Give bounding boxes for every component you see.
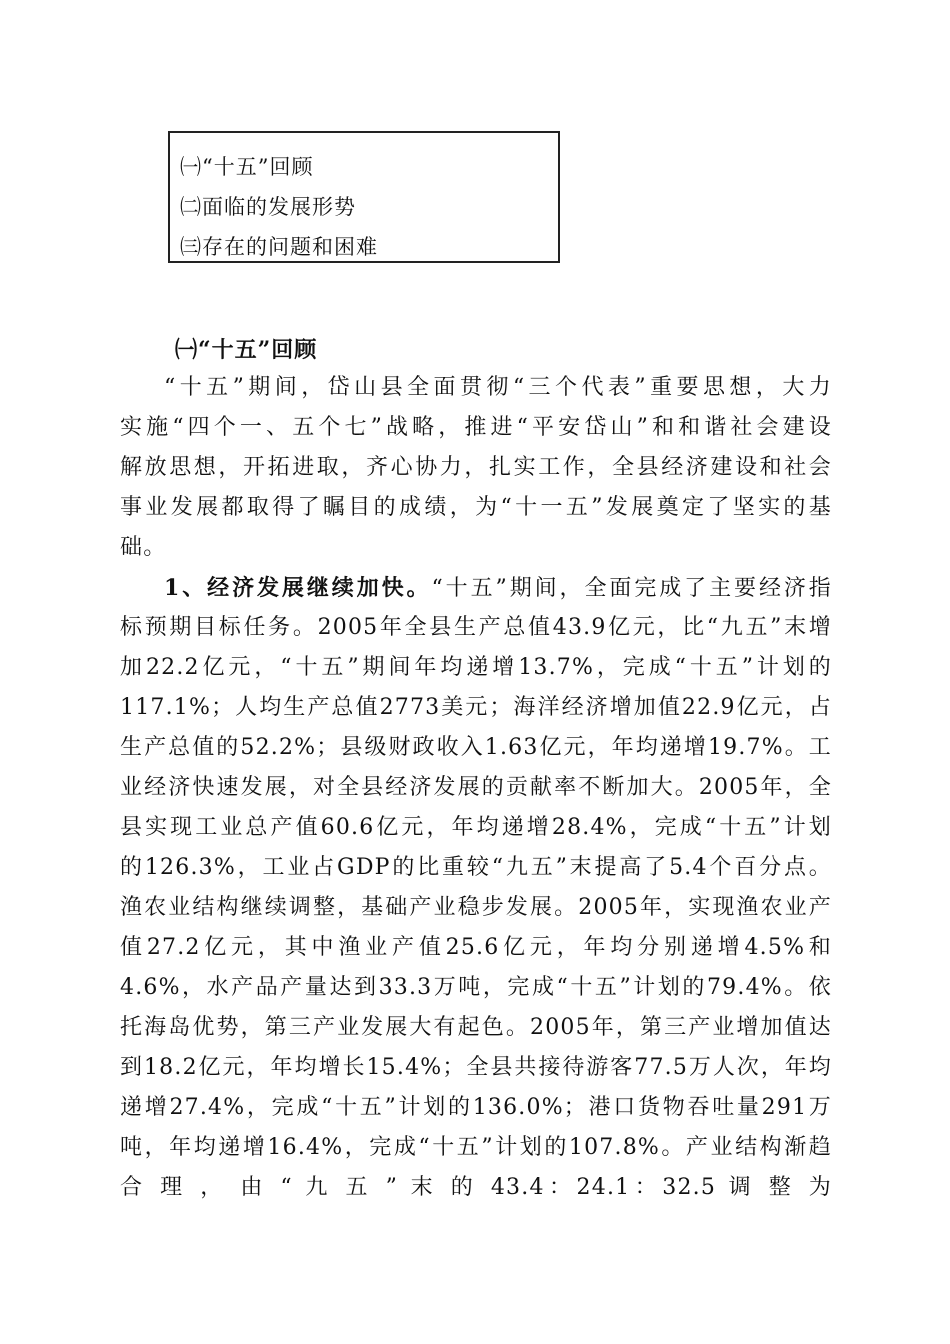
paragraph-line: “十五”期间，岱山县全面贯彻“三个代表”重要思想，大力	[164, 375, 832, 400]
paragraph-line: 础。	[120, 535, 167, 560]
paragraph-line: 渔农业结构继续调整，基础产业稳步发展。2005年，实现渔农业产	[120, 895, 832, 920]
paragraph-line	[120, 568, 832, 608]
paragraph-line: 加22.2亿元，“十五”期间年均递增13.7%，完成“十五”计划的	[120, 655, 832, 680]
paragraph-line: 解放思想，开拓进取，齐心协力，扎实工作，全县经济建设和社会	[120, 455, 832, 480]
paragraph-line: 合 理 ， 由 “ 九 五 ” 末 的 43.4：24.1：32.5 调 整 为	[120, 1175, 832, 1200]
paragraph-line: 县实现工业总产值60.6亿元，年均递增28.4%，完成“十五”计划	[120, 815, 832, 840]
paragraph-line: 4.6%，水产品产量达到33.3万吨，完成“十五”计划的79.4%。依	[120, 975, 832, 1000]
toc-item-review[interactable]: ㈠“十五”回顾	[180, 155, 314, 179]
paragraph-line: 值27.2亿元，其中渔业产值25.6亿元，年均分别递增4.5%和	[120, 935, 832, 960]
paragraph-economy	[120, 568, 832, 1208]
paragraph-line: 吨，年均递增16.4%，完成“十五”计划的107.8%。产业结构渐趋	[120, 1135, 832, 1160]
paragraph-overview	[120, 368, 832, 568]
contents-box	[168, 131, 560, 263]
toc-item-development-situation[interactable]: ㈡面临的发展形势	[180, 195, 356, 219]
paragraph-line: 递增27.4%，完成“十五”计划的136.0%；港口货物吞吐量291万	[120, 1095, 832, 1120]
toc-item-problems-difficulties[interactable]: ㈢存在的问题和困难	[180, 235, 378, 259]
section-heading: ㈠“十五”回顾	[175, 337, 318, 363]
paragraph-line: 生产总值的52.2%；县级财政收入1.63亿元，年均递增19.7%。工	[120, 735, 832, 760]
paragraph-line: 实施“四个一、五个七”战略，推进“平安岱山”和和谐社会建设	[120, 415, 832, 440]
paragraph-line: 事业发展都取得了瞩目的成绩，为“十一五”发展奠定了坚实的基	[120, 495, 832, 520]
paragraph-text: “十五”期间，全面完成了主要经济指	[431, 576, 832, 601]
paragraph-line: 托海岛优势，第三产业发展大有起色。2005年，第三产业增加值达	[120, 1015, 832, 1040]
subsection-lead: 1、经济发展继续加快。	[164, 575, 432, 601]
paragraph-line: 业经济快速发展，对全县经济发展的贡献率不断加大。2005年，全	[120, 775, 832, 800]
paragraph-line: 117.1%；人均生产总值2773美元；海洋经济增加值22.9亿元，占	[120, 695, 832, 720]
paragraph-line: 标预期目标任务。2005年全县生产总值43.9亿元，比“九五”末增	[120, 615, 832, 640]
paragraph-line: 的126.3%，工业占GDP的比重较“九五”末提高了5.4个百分点。	[120, 855, 832, 880]
paragraph-line: 到18.2亿元，年均增长15.4%；全县共接待游客77.5万人次，年均	[120, 1055, 832, 1080]
